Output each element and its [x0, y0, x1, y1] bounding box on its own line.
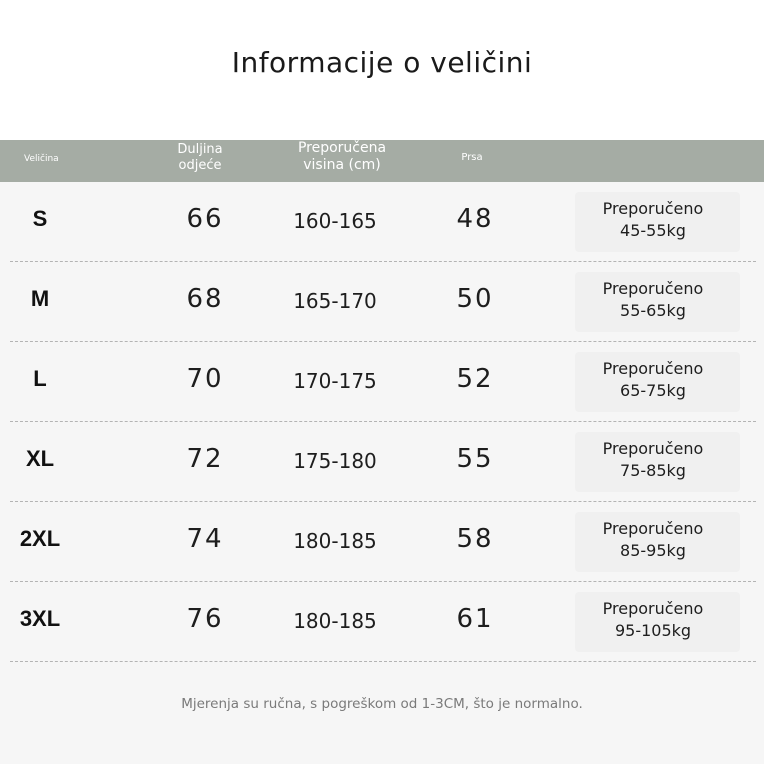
chest-cell: 55	[456, 444, 494, 474]
recommendation-label: Preporučeno	[602, 359, 704, 378]
table-row	[0, 502, 764, 582]
length-cell: 76	[186, 604, 224, 634]
table-row	[0, 262, 764, 342]
chest-cell: 52	[456, 364, 494, 394]
size-cell: M	[30, 286, 50, 311]
table-header	[0, 140, 764, 182]
height-cell: 175-180	[293, 449, 377, 473]
length-cell: 74	[186, 524, 224, 554]
recommendation-weight: 45-55kg	[620, 221, 686, 240]
recommendation-label: Preporučeno	[602, 519, 704, 538]
height-cell: 160-165	[293, 209, 377, 233]
recommendation-weight: 55-65kg	[620, 301, 686, 320]
table-row	[0, 342, 764, 422]
recommendation-weight: 85-95kg	[620, 541, 686, 560]
header-chest: Prsa	[461, 152, 483, 163]
recommendation-weight: 75-85kg	[620, 461, 686, 480]
size-cell: 2XL	[19, 526, 61, 551]
header-length-line2: odjeće	[178, 157, 222, 173]
recommendation-weight: 95-105kg	[614, 621, 692, 640]
height-cell: 180-185	[293, 529, 377, 553]
chest-cell: 58	[456, 524, 494, 554]
chest-cell: 50	[456, 284, 494, 314]
recommendation-cell	[570, 358, 736, 402]
header-length	[160, 142, 240, 173]
row-divider	[10, 661, 756, 662]
recommendation-cell	[570, 198, 736, 242]
header-height	[272, 140, 412, 174]
size-cell: L	[33, 366, 47, 391]
size-cell: 3XL	[19, 606, 61, 631]
recommendation-cell	[570, 278, 736, 322]
measurement-note: Mjerenja su ručna, s pogreškom od 1-3CM, što je normalno.	[181, 696, 583, 712]
length-cell: 66	[186, 204, 224, 234]
page-title: Informacije o veličini	[231, 46, 533, 79]
recommendation-cell	[570, 518, 736, 562]
header-length-line1: Duljina	[177, 142, 223, 157]
size-cell: XL	[25, 446, 55, 471]
table-row	[0, 422, 764, 502]
height-cell: 170-175	[293, 369, 377, 393]
header-height-line2: visina (cm)	[303, 156, 381, 173]
length-cell: 70	[186, 364, 224, 394]
table-row	[0, 182, 764, 262]
recommendation-label: Preporučeno	[602, 279, 704, 298]
length-cell: 72	[186, 444, 224, 474]
chest-cell: 48	[456, 204, 494, 234]
header-height-line1: Preporučena	[297, 140, 387, 156]
size-table	[0, 140, 764, 764]
recommendation-label: Preporučeno	[602, 599, 704, 618]
table-row	[0, 582, 764, 662]
recommendation-weight: 65-75kg	[620, 381, 686, 400]
size-cell: S	[32, 206, 48, 231]
recommendation-cell	[570, 438, 736, 482]
header-size: Veličina	[24, 154, 59, 164]
height-cell: 180-185	[293, 609, 377, 633]
recommendation-label: Preporučeno	[602, 439, 704, 458]
height-cell: 165-170	[293, 289, 377, 313]
recommendation-cell	[570, 598, 736, 642]
recommendation-label: Preporučeno	[602, 199, 704, 218]
length-cell: 68	[186, 284, 224, 314]
chest-cell: 61	[456, 604, 494, 634]
